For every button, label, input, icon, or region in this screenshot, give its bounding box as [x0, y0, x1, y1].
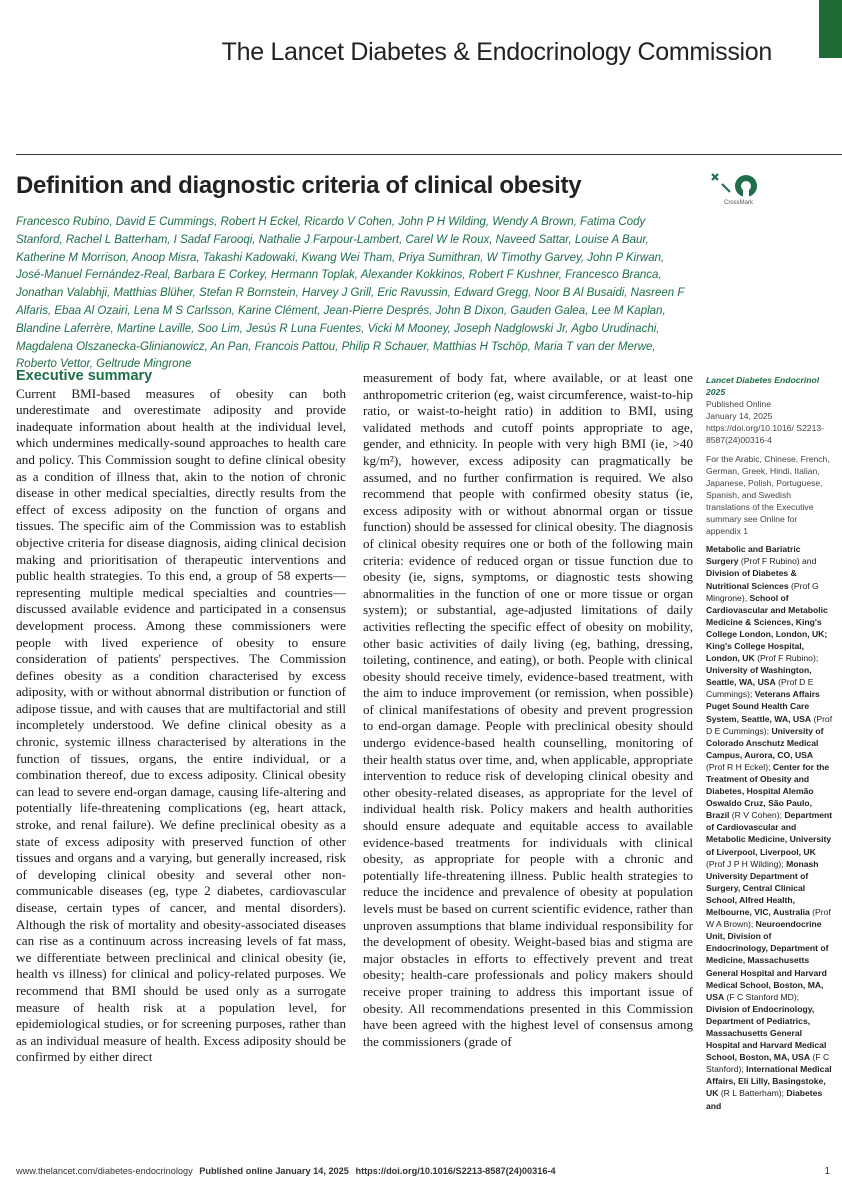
affiliation-org: Center for the Treatment of Obesity and Diabetes, Hospital Alemão Oswaldo Cruz, São Paulo, Brazil	[706, 761, 830, 821]
affiliation-author: (Prof F Rubino)	[740, 556, 800, 567]
affiliation-author: (Prof D E Cummings)	[706, 713, 833, 736]
affiliation-author: (Prof W A Brown)	[706, 907, 831, 930]
affiliation-author: (Prof F Rubino)	[757, 653, 816, 664]
body-column-2	[363, 370, 693, 1050]
sidebar	[706, 374, 834, 1118]
affiliation-author: (Prof D E Cummings)	[706, 677, 814, 700]
affiliation-author: (Prof G Mingrone)	[706, 580, 819, 603]
affiliation-org: Metabolic and Bariatric Surgery	[706, 544, 801, 567]
affiliations: Metabolic and Bariatric Surgery (Prof F Rubino) and Division of Diabetes & Nutritional Sciences (Prof G Mingrone), School of Cardiovascular and Metabolic Medicine & Sciences, King's College London, London, UK; King's College Hospital, London, UK (Prof F Rubino); University of Washington, Seattle, WA, USA (Prof D E Cummings); Veterans Affairs Puget Sound Health Care System, Seattle, WA, USA (Prof D E Cummings); University of Colorado Anschutz Medical Campus, Aurora, CO, USA (Prof R H Eckel); Center for the Treatment of Obesity and Diabetes, Hospital Alemão Oswaldo Cruz, São Paulo, Brazil (R V Cohen); Department of Cardiovascular and Metabolic Medicine, University of Liverpool, Liverpool, UK (Prof J P H Wilding); Monash University Department of Surgery, Central Clinical School, Alfred Health, Melbourne, VIC, Australia (Prof W A Brown); Neuroendocrine Unit, Division of Endocrinology, Department of Medicine, Massachusetts General Hospital and Harvard Medical School, Boston, MA, USA (F C Stanford MD); Division of Endocrinology, Department of Pediatrics, Massachusetts General Hospital and Harvard Medical School, Boston, MA, USA (F C Stanford); International Medical Affairs, Eli Lilly, Basingstoke, UK (R L Batterham); Diabetes and	[706, 544, 833, 1111]
affiliation-author: (Prof R H Eckel)	[706, 761, 769, 772]
translations-note: For the Arabic, Chinese, French, German, Greek, Hindi, Italian, Japanese, Polish, Portuguese, Spanish, and Swedish translations of the Executive summary see Online for appendix 1	[706, 453, 830, 537]
header-divider	[16, 154, 842, 155]
affiliation-author: (F C Stanford)	[706, 1052, 830, 1075]
affiliation-org: Division of Diabetes & Nutritional Sciences	[706, 568, 797, 591]
author-list: Francesco Rubino, David E Cummings, Robert H Eckel, Ricardo V Cohen, John P H Wilding, Wendy A Brown, Fatima Cody Stanford, Rachel L Batterham, I Sadaf Farooqi, Nathalie J Farpour-Lambert, Carel W le Roux, Naveed Sattar, Louise A Baur, Katherine M Morrison, Anoop Misra, Takashi Kadowaki, Kwang Wei Tham, Priya Sumithran, W Timothy Garvey, John P Kirwan, José-Manuel Fernández-Real, Barbara E Corkey, Hermann Toplak, Alexander Kokkinos, Robert F Kushner, Francesco Branca, Jonathan Valabhji, Matthias Blüher, Stefan R Bornstein, Harvey J Grill, Eric Ravussin, Edward Gregg, Noor B Al Busaidi, Nasreen F Alfaris, Ebaa Al Ozairi, Lena M S Carlsson, Karine Clément, Jean-Pierre Després, John B Dixon, Gauden Galea, Lee M Kaplan, Blandine Laferrère, Martine Laville, Soo Lim, Jesús R Luna Fuentes, Vicki M Mooney, Joseph Nadglowski Jr, Agbo Urudinachi, Magdalena Olszanecka-Glinianowicz, An Pan, Francois Pattou, Philip R Schauer, Matthias H Tschöp, Maria T van der Merwe, Roberto Vettor, Geltrude Mingrone	[16, 216, 685, 371]
affiliation-org: School of Cardiovascular and Metabolic Medicine & Sciences, King's College London, London, UK;	[706, 592, 828, 639]
journal-color-tab	[819, 0, 842, 58]
journal-url[interactable]: www.thelancet.com/diabetes-endocrinology	[16, 1166, 193, 1176]
journal-reference: Lancet Diabetes Endocrinol 2025	[706, 375, 820, 398]
affiliation-org: University of Colorado Anschutz Medical Campus, Aurora, CO, USA	[706, 725, 824, 760]
affiliation-org: Division of Endocrinology, Department of Pediatrics, Massachusetts General Hospital and Harvard Medical School, Boston, MA, USA	[706, 1003, 827, 1063]
commission-header: The Lancet Diabetes & Endocrinology Commission	[221, 38, 772, 66]
affiliation-org: Diabetes and	[706, 1088, 823, 1111]
crossmark-icon[interactable]	[710, 170, 766, 216]
affiliation-org: King's College Hospital, London, UK	[706, 640, 805, 664]
published-online-label: Published Online	[706, 399, 771, 410]
footer-published: Published online January 14, 2025	[199, 1166, 349, 1176]
affiliation-org: Neuroendocrine Unit, Division of Endocrinology, Department of Medicine, Massachusetts General Hospital and Harvard Medical School, Boston, MA, USA	[706, 919, 829, 1002]
publication-date: January 14, 2025	[706, 411, 773, 422]
affiliation-author: (R V Cohen)	[731, 810, 780, 821]
crossmark-label: CrossMark	[724, 200, 754, 206]
body-column-1	[16, 368, 346, 1066]
footer-doi[interactable]: https://doi.org/10.1016/S2213-8587(24)00316-4	[355, 1166, 556, 1176]
affiliation-org: Department of Cardiovascular and Metabolic Medicine, University of Liverpool, Liverpool, UK	[706, 810, 833, 857]
page-number: 1	[824, 1166, 830, 1177]
affiliation-org: University of Washington, Seattle, WA, USA	[706, 665, 812, 688]
body-text: Current BMI-based measures of obesity can both underestimate and overestimate adiposity and provide inadequate information about health at the individual level, which undermines medically-sound approaches to health care and policy. This Commission sought to define clinical obesity as a condition of illness that, akin to the notion of chronic disease in other medical specialties, directly results from the effect of excess adiposity on the function of organs and tissues. The specific aim of the Commission was to establish objective criteria for disease diagnosis, aiding clinical decision making and prioritisation of therapeutic interventions and public health strategies. To this end, a group of 58 experts—representing multiple medical specialties and countries—discussed available evidence and participated in a consensus development process. Among these commissioners were people with lived experience of obesity to ensure consideration of patients' perspectives. The Commission defines obesity as a condition characterised by excess adiposity, with or without abnormal distribution or function of adipose tissue, and with causes that are multifactorial and still incompletely understood. We define clinical obesity as a chronic, systemic illness characterised by alterations in the function of tissues, organs, the entire individual, or a combination thereof, due to excess adiposity. Clinical obesity can lead to severe end-organ damage, causing life-altering and potentially life-threatening complications (eg, heart attack, stroke, and renal failure). We define preclinical obesity as a state of excess adiposity with preserved function of other tissues and organs and a varying, but generally increased, risk of developing clinical obesity and several other non-communicable diseases (eg, type 2 diabetes, cardiovascular disease, certain types of cancer, and mental disorders). Although the risk of mortality and obesity-associated diseases can rise as a continuum across increasing levels of fat mass, we differentiate between preclinical and clinical obesity (ie, health vs illness) for clinical and policy-related purposes. We recommend that BMI should be used only as a surrogate measure of health risk at a population level, for epidemiological studies, or for screening purposes, rather than as an individual measure of health. Excess adiposity should be confirmed by either direct	[16, 385, 346, 1065]
section-heading: Executive summary	[16, 368, 153, 384]
affiliation-org: International Medical Affairs, Eli Lilly, Basingstoke, UK	[706, 1064, 832, 1099]
affiliation-author: (R L Batterham)	[720, 1088, 782, 1099]
article-title: Definition and diagnostic criteria of clinical obesity	[16, 172, 582, 199]
affiliation-org: Veterans Affairs Puget Sound Health Care System, Seattle, WA, USA	[706, 689, 820, 724]
affiliation-org: Monash University Department of Surgery, Central Clinical School, Alfred Health, Melbourne, VIC, Australia	[706, 858, 819, 918]
doi-link[interactable]: https://doi.org/10.1016/ S2213-8587(24)00316-4	[706, 423, 825, 446]
affiliation-author: (Prof J P H Wilding)	[706, 858, 782, 869]
body-text: measurement of body fat, where available, or at least one anthropometric criterion (eg, waist circumference, waist-to-hip ratio, or waist-to-height ratio) in addition to BMI, using validated methods and cutoff points appropriate to age, gender, and ethnicity. In people with very high BMI (ie, >40 kg/m²), however, excess adiposity can pragmatically be assumed, and no further confirmation is required. We also recommend that people with confirmed obesity status (ie, excess adiposity with or without abnormal organ or tissue function) should be assessed for clinical obesity. The diagnosis of clinical obesity requires one or both of the following main criteria: evidence of reduced organ or tissue function due to obesity (ie, signs, symptoms, or diagnostic tests showing abnormalities in the function of one or more tissue or organ system); or substantial, age-adjusted limitations of daily activities reflecting the specific effect of obesity on mobility, other basic activities of daily living (eg, bathing, dressing, toileting, continence, and eating), or both. People with clinical obesity should receive timely, evidence-based treatment, with the aim to induce improvement (or remission, when possible) of clinical manifestations of obesity and prevent progression to end-organ damage. People with preclinical obesity should undergo evidence-based health counselling, monitoring of their health status over time, and, when applicable, appropriate intervention to reduce risk of developing clinical obesity and other obesity-related diseases, as appropriate for the level of individual health risk. Policy makers and health authorities should ensure adequate and equitable access to available evidence-based treatments for individuals with clinical obesity, as appropriate for people with a chronic and potentially life-threatening illness. Public health strategies to reduce the incidence and prevalence of obesity at population levels must be based on current scientific evidence, rather than unproven assumptions that blame individual responsibility for the development of obesity. Weight-based bias and stigma are major obstacles in efforts to effectively prevent and treat obesity; health-care professionals and policy makers should receive proper training to address this important issue of obesity. All recommendations presented in this Commission have been agreed with the highest level of consensus among the commissioners (grade of	[363, 370, 693, 1049]
page-footer	[16, 1166, 830, 1176]
affiliation-author: (F C Stanford MD)	[726, 991, 797, 1002]
